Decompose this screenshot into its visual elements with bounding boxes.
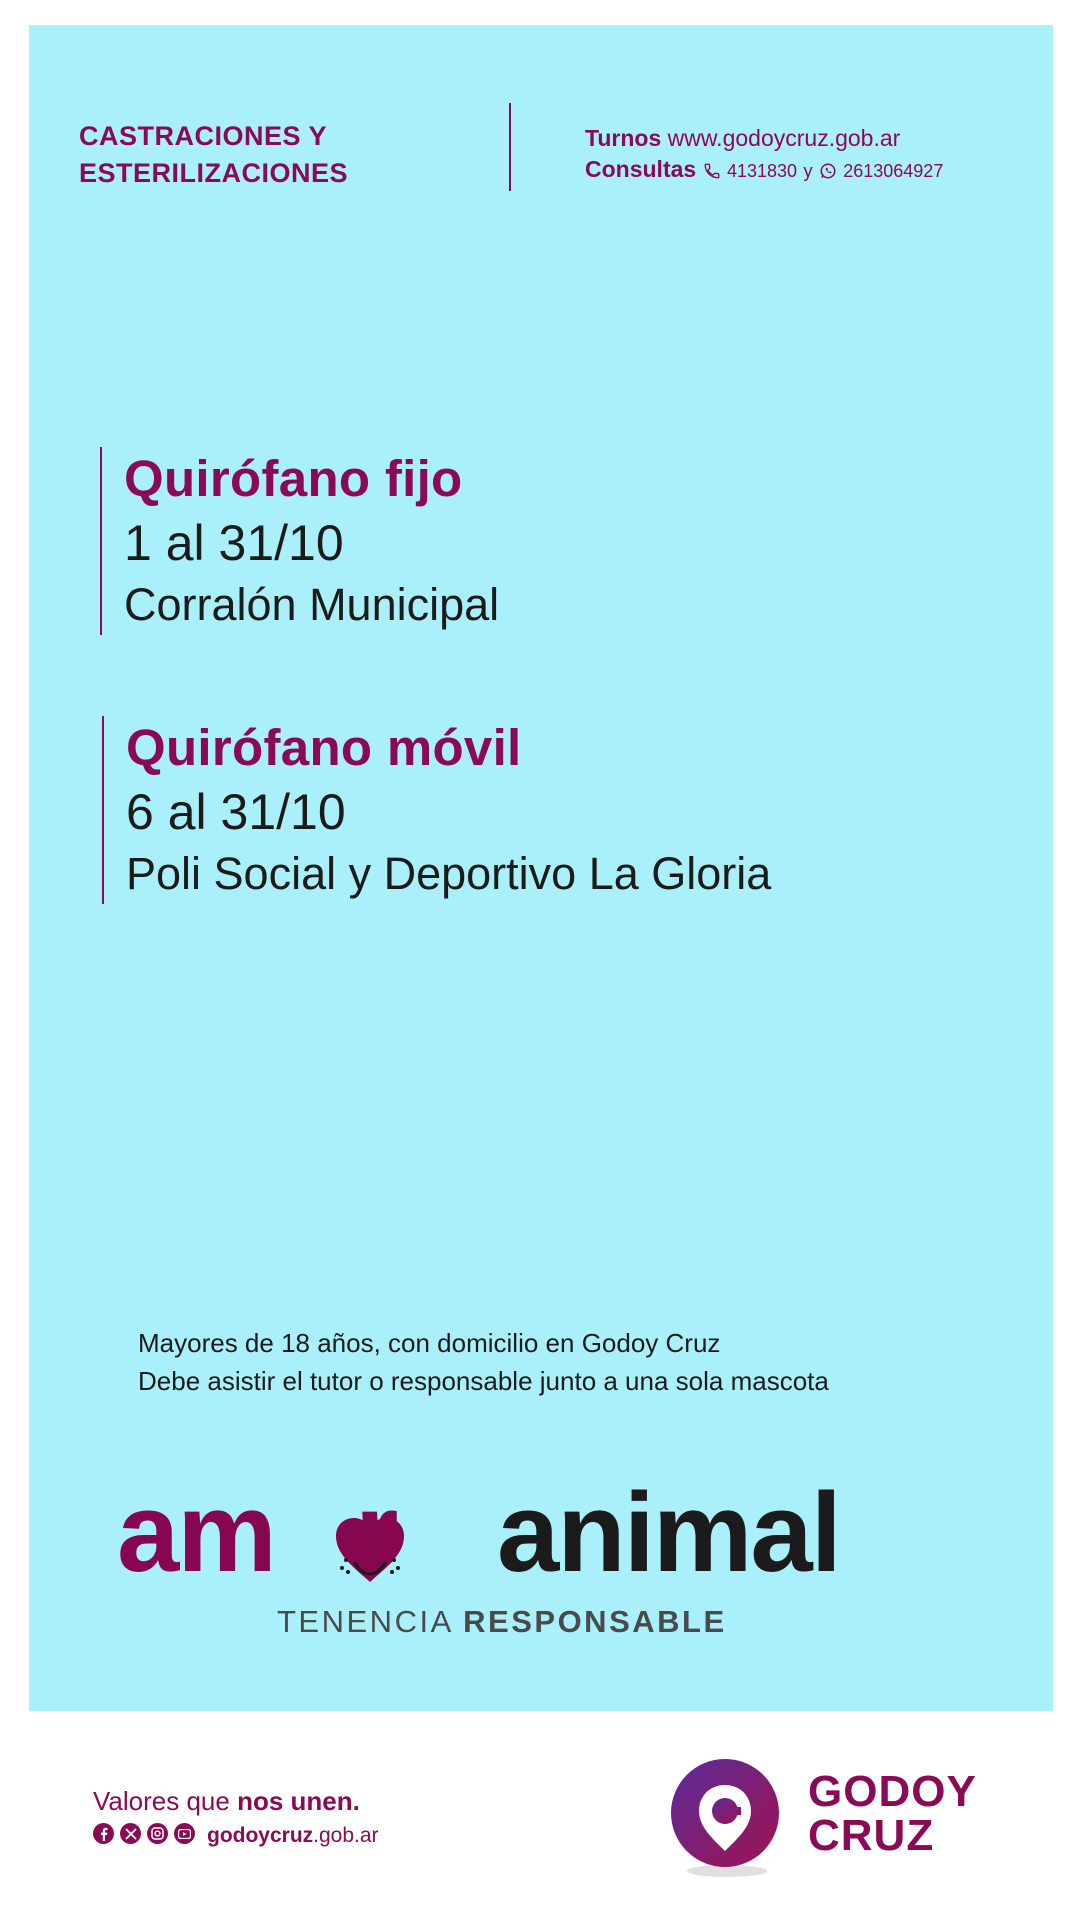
slogan-bold: nos unen.	[237, 1786, 360, 1816]
responsable-word: RESPONSABLE	[463, 1604, 727, 1639]
logo-line1: GODOY	[808, 1767, 977, 1816]
whatsapp-icon	[819, 162, 837, 180]
logo-amor: am	[117, 1470, 275, 1595]
tenencia-word: TENENCIA	[277, 1604, 453, 1639]
godoy-cruz-logo-icon	[665, 1755, 785, 1885]
consultas-label: Consultas	[585, 156, 697, 182]
phone-conjunction: y	[803, 161, 813, 181]
logo-animal: animal	[497, 1470, 840, 1595]
phone-number-1[interactable]: 4131830	[726, 161, 798, 181]
quirofano-fijo-date: 1 al 31/10	[124, 515, 344, 571]
turnos-label: Turnos	[585, 125, 662, 151]
facebook-icon[interactable]	[93, 1823, 114, 1844]
header-title-line2: ESTERILIZACIONES	[79, 158, 349, 188]
heart-icon	[332, 1516, 408, 1586]
x-icon[interactable]	[120, 1823, 141, 1844]
quirofano-fijo-title: Quirófano fijo	[124, 450, 463, 507]
note-line1: Mayores de 18 años, con domicilio en Godoy Cruz	[138, 1328, 721, 1358]
footer-website[interactable]	[207, 1824, 379, 1848]
header-info	[585, 123, 943, 187]
phone-icon	[703, 162, 721, 180]
instagram-icon[interactable]	[147, 1823, 168, 1844]
social-icons	[93, 1823, 195, 1844]
amor-animal-logo	[117, 1470, 937, 1595]
quirofano-fijo-place: Corralón Municipal	[124, 579, 500, 630]
requirements-notes	[138, 1324, 829, 1400]
slogan-regular: Valores que	[93, 1786, 230, 1816]
note-line2: Debe asistir el tutor o responsable junto a una sola mascota	[138, 1366, 829, 1396]
phone-number-2[interactable]: 2613064927	[843, 161, 944, 181]
header-title	[79, 118, 348, 192]
header-divider	[509, 103, 511, 191]
quirofano-movil-place: Poli Social y Deportivo La Gloria	[126, 848, 772, 899]
youtube-icon[interactable]	[174, 1823, 195, 1844]
footer-slogan	[93, 1786, 360, 1817]
header-title-line1: CASTRACIONES Y	[79, 121, 328, 151]
tenencia-responsable	[277, 1604, 727, 1640]
quirofano-movil-title: Quirófano móvil	[126, 719, 522, 776]
quirofano-movil-block	[102, 716, 771, 904]
site-bold: godoycruz	[207, 1824, 314, 1847]
logo-line2: CRUZ	[808, 1811, 935, 1860]
quirofano-fijo-block	[100, 447, 499, 635]
turnos-url[interactable]: www.godoycruz.gob.ar	[667, 125, 901, 151]
site-rest: .gob.ar	[313, 1824, 379, 1847]
godoy-cruz-logo-text	[808, 1767, 977, 1860]
quirofano-movil-date: 6 al 31/10	[126, 784, 346, 840]
